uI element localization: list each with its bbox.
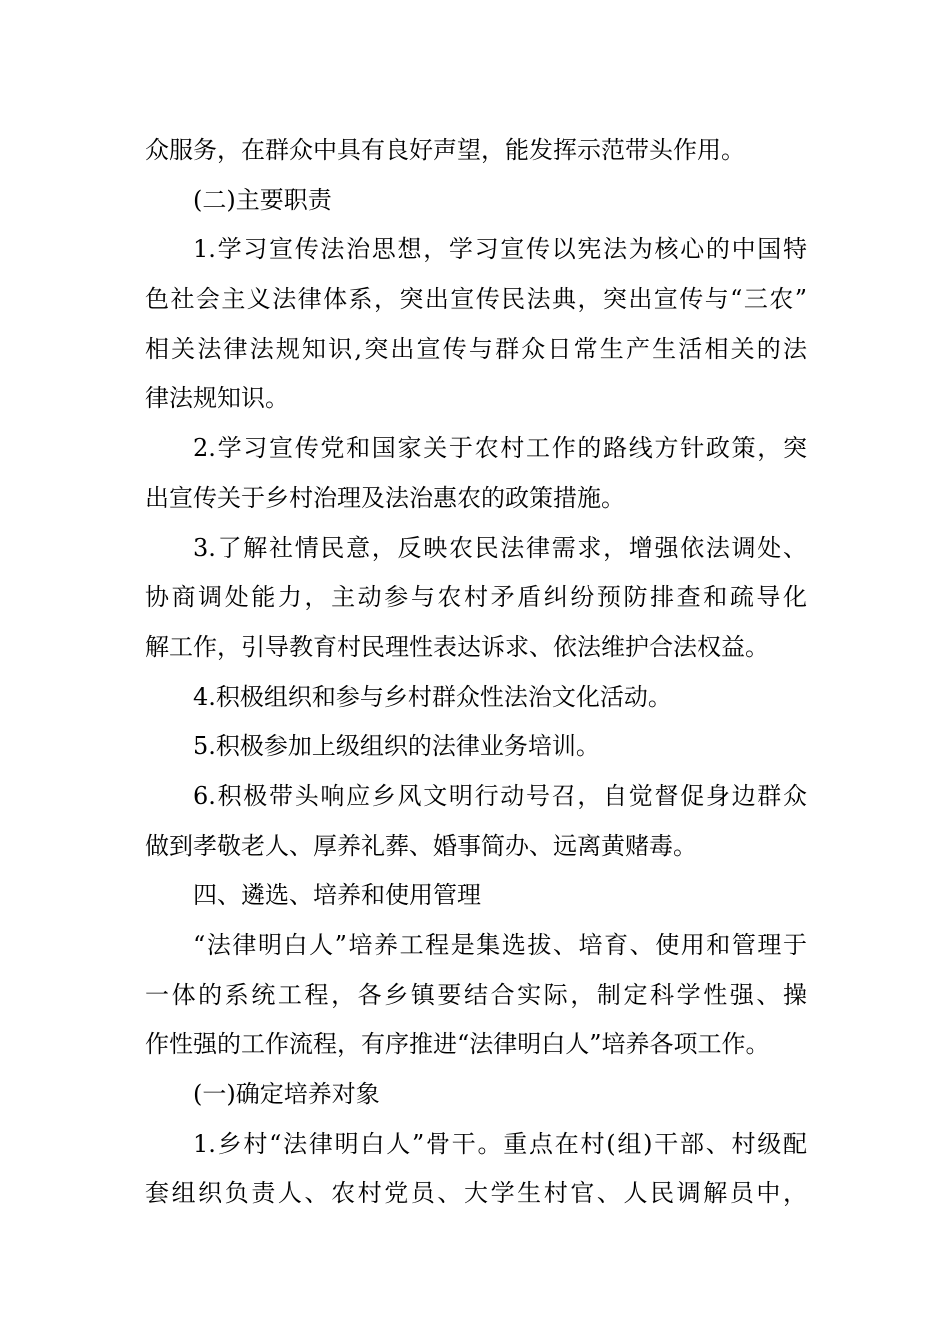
text-line: 5.积极参加上级组织的法律业务培训。 bbox=[193, 732, 600, 761]
text-line: 众服务，在群众中具有良好声望，能发挥示范带头作用。 bbox=[145, 136, 745, 164]
text-line: “法律明白人”培养工程是集选拔、培育、使用和管理于 bbox=[193, 931, 807, 959]
text-line: 色社会主义法律体系，突出宣传民法典，突出宣传与“三农” bbox=[145, 285, 807, 314]
document-body bbox=[145, 126, 807, 1219]
text-line: 解工作，引导教育村民理性表达诉求、依法维护合法权益。 bbox=[145, 632, 769, 661]
text-line: 作性强的工作流程，有序推进“法律明白人”培养各项工作。 bbox=[145, 1030, 770, 1059]
text-line: 4.积极组织和参与乡村群众性法治文化活动。 bbox=[193, 682, 672, 711]
text-line: 律法规知识。 bbox=[145, 384, 289, 413]
text-line: (二)主要职责 bbox=[193, 185, 332, 214]
text-line: 2.学习宣传党和国家关于农村工作的路线方针政策，突 bbox=[193, 434, 807, 463]
text-line: 四、遴选、培养和使用管理 bbox=[193, 881, 481, 910]
text-line: 1.乡村“法律明白人”骨干。重点在村(组)干部、村级配 bbox=[193, 1129, 807, 1158]
text-line: 一体的系统工程，各乡镇要结合实际，制定科学性强、操 bbox=[145, 980, 807, 1009]
text-line: 做到孝敬老人、厚养礼葬、婚事简办、远离黄赌毒。 bbox=[145, 831, 697, 860]
text-line: 1.学习宣传法治思想，学习宣传以宪法为核心的中国特 bbox=[193, 235, 807, 264]
text-line: 3.了解社情民意，反映农民法律需求，增强依法调处、 bbox=[193, 533, 807, 562]
text-line: 套组织负责人、农村党员、大学生村官、人民调解员中， bbox=[145, 1179, 807, 1208]
text-line: 出宣传关于乡村治理及法治惠农的政策措施。 bbox=[145, 483, 625, 512]
text-line: (一)确定培养对象 bbox=[193, 1080, 380, 1109]
text-line: 6.积极带头响应乡风文明行动号召，自觉督促身边群众 bbox=[193, 781, 807, 810]
text-line: 协商调处能力，主动参与农村矛盾纠纷预防排查和疏导化 bbox=[145, 583, 807, 612]
text-line: 相关法律法规知识,突出宣传与群众日常生产生活相关的法 bbox=[145, 334, 807, 363]
